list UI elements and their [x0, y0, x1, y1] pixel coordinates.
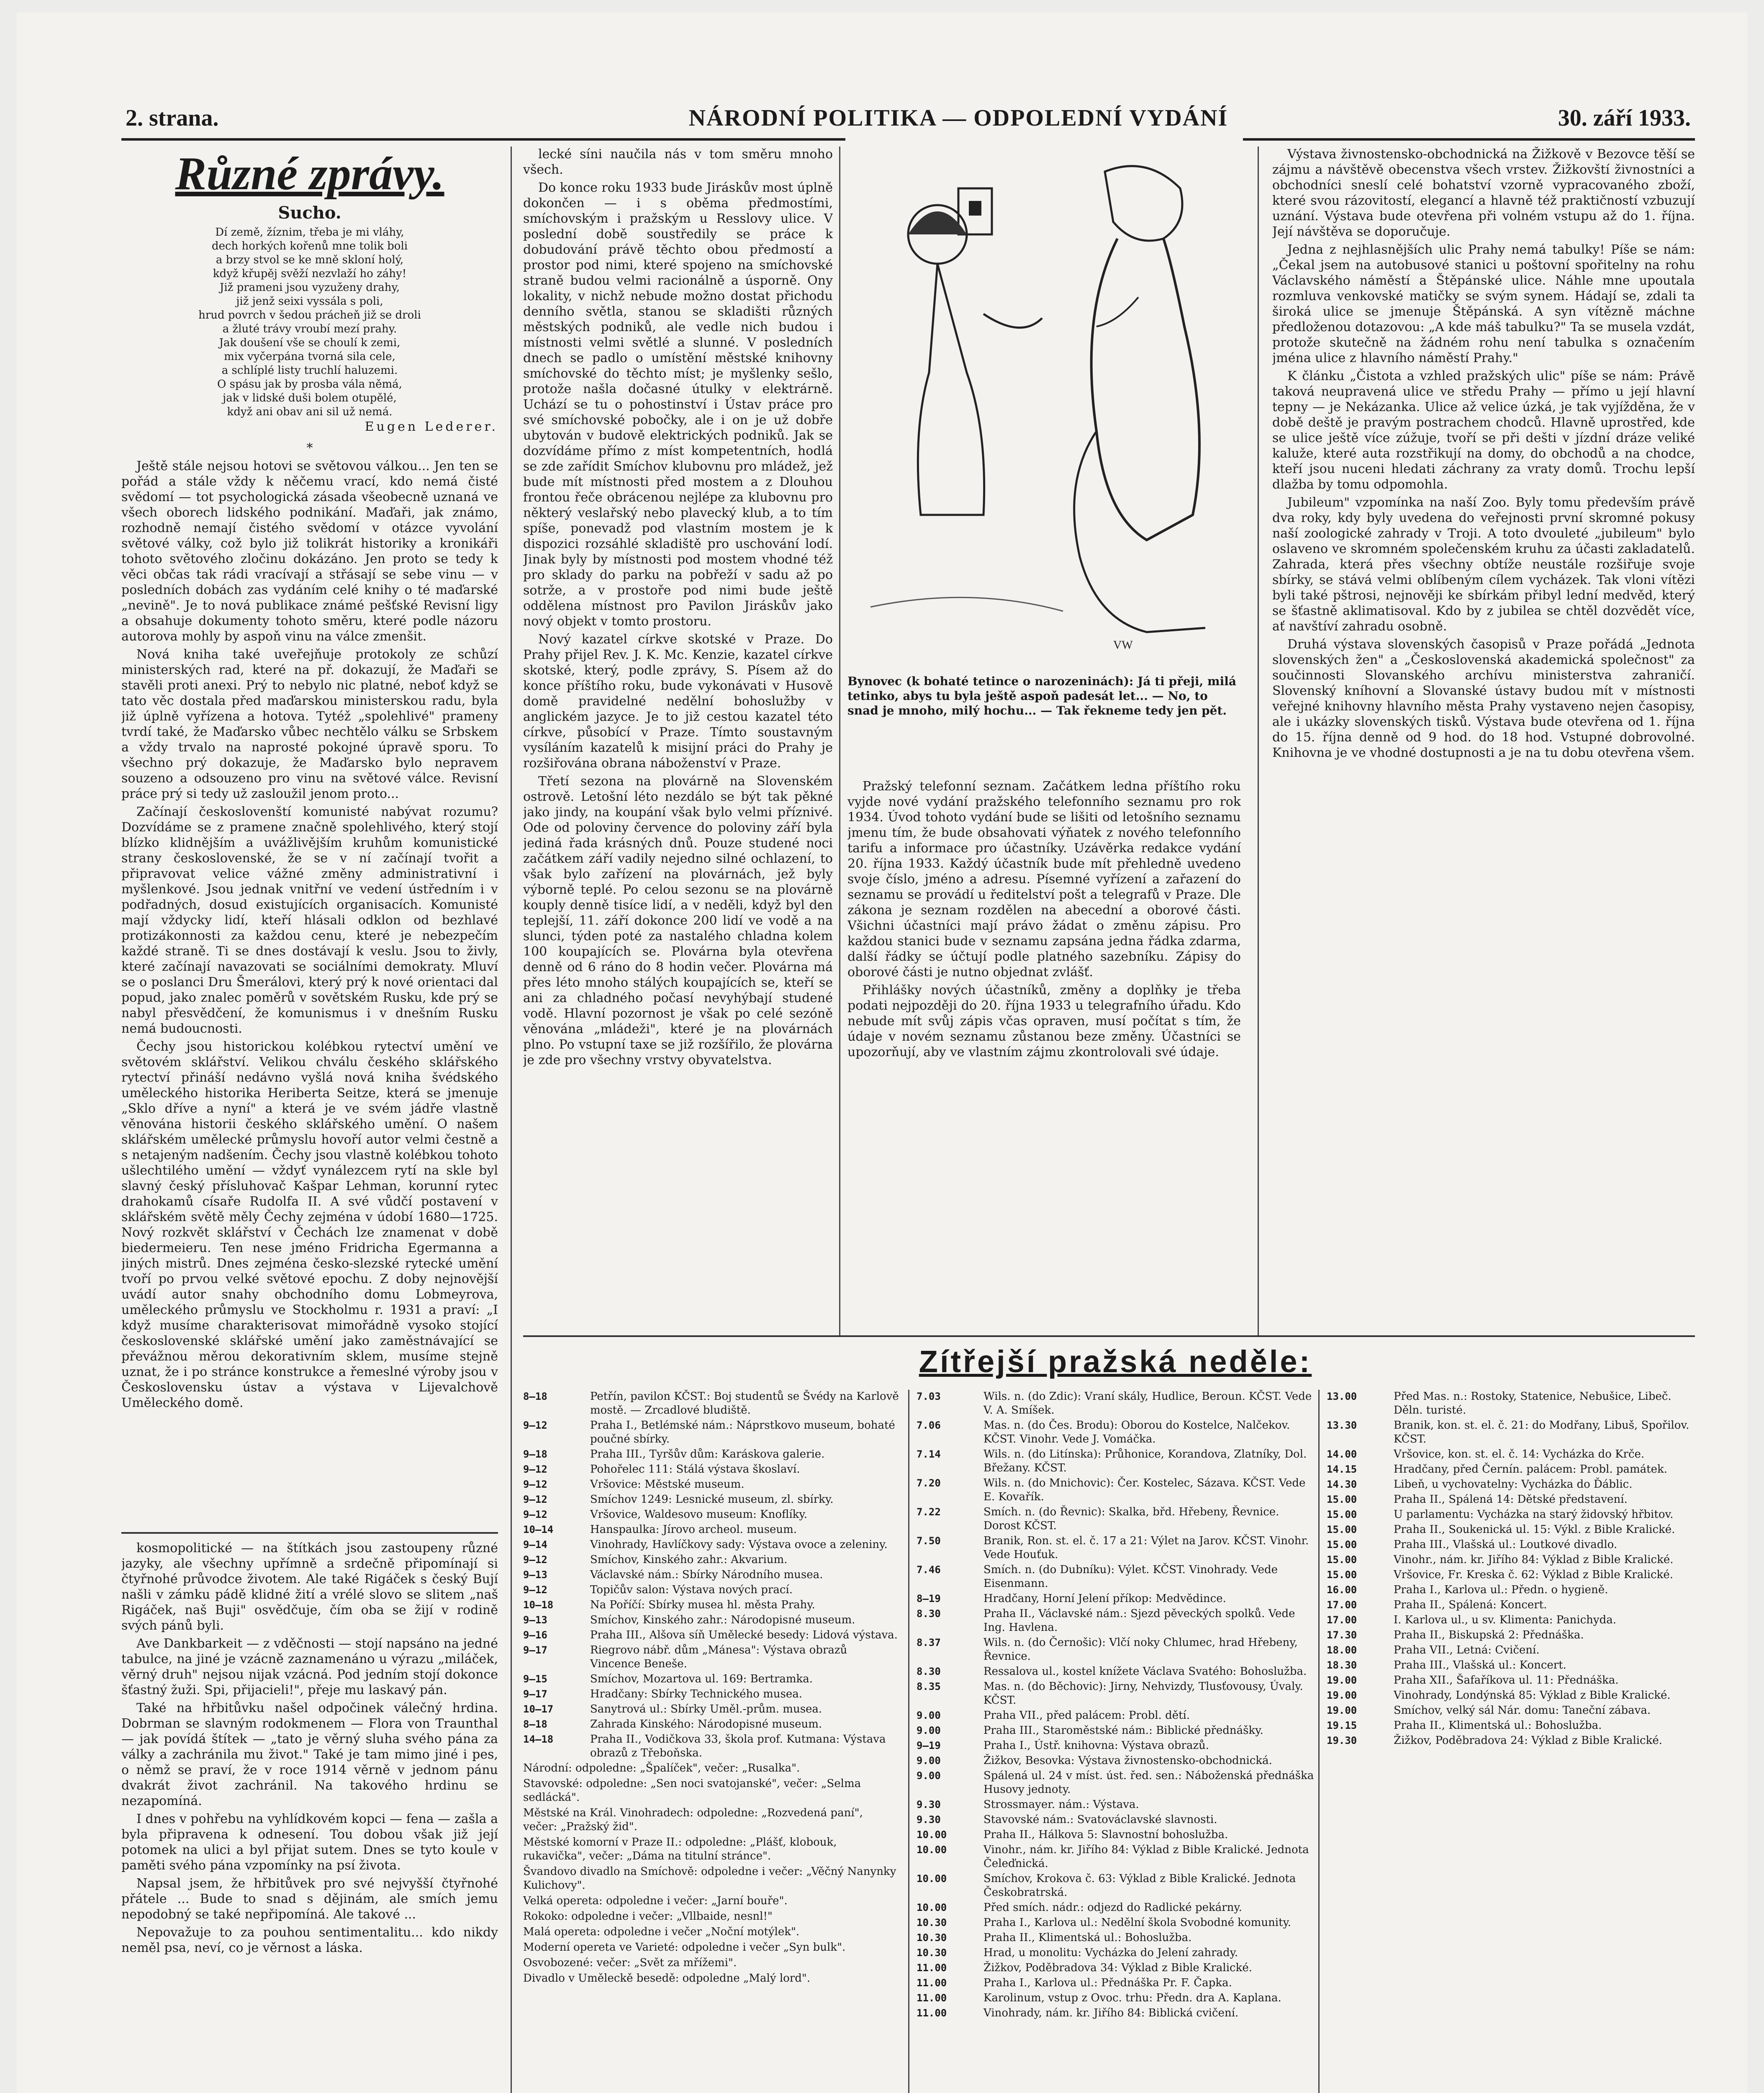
program-entry	[1327, 1463, 1695, 1476]
program-time: 15.00	[1327, 1569, 1357, 1581]
program-description: Mas. n. (do Běchovic): Jirny, Nehvizdy, Tlusťovousy, Úvaly. KČST.	[983, 1680, 1303, 1707]
program-time: 15.00	[1327, 1524, 1357, 1535]
article-paragraph: Ještě stále nejsou hotovi se světovou válkou... Jen ten se pořád a stále vždy k něčemu vrací, kdo nemá čisté svědomí — tot psychologická zásada všeobecně uznaná ve všech oborech lidského podnikání. Maďaři, jak známo, rozhodně nemají čistého svědomí v otázce vyvolání světové války, což bylo již tolikrát historiky a kronikáři tohoto světového zločinu dokázáno. Jen proto se tedy k věci občas tak rádi vracívají a střásají se sebe vinu — v posledních dobách zas vydáním celé knihy o té maďarské „nevině". Je to nová publikace známé pešťské Revisní ligy a obsahuje dokumenty tohoto směru, které podle názoru autorova mohly by aspoň vinu na válce zmenšit.	[121, 459, 498, 644]
program-entry	[1327, 1390, 1695, 1417]
masthead	[121, 88, 1695, 141]
program-time: 9—17	[523, 1644, 547, 1656]
article-paragraph: Jedna z nejhlasnějších ulic Prahy nemá tabulky! Píše se nám: „Čekal jsem na autobusové stanici u poštovní spořitelny na rohu Václavského náměstí a Štěpánské ulice. Náhle mne upoutala rozmluva venkovské matičky se svým synem. Hádají se, zdali ta široká ulice se jmenuje Štěpánská. A syn vítězně máchne předloženou dotazovou: „A kde máš tabulku?" Ta se musela vzdát, protože skutečně na žádném rohu není tabulka s označením jména ulice z hlavního náměstí Prahy."	[1272, 242, 1695, 365]
poem-line: Dí země, žíznim, třeba je mi vláhy,	[215, 226, 404, 239]
program-description: Praha II., Biskupská 2: Přednáška.	[1394, 1629, 1584, 1641]
program-entry	[917, 1665, 1314, 1679]
program-entry	[917, 1709, 1314, 1723]
program-time: 10—18	[523, 1599, 554, 1611]
program-time: 19.15	[1327, 1720, 1357, 1731]
program-time: 7.20	[917, 1477, 941, 1489]
program-column-b	[917, 1390, 1314, 2093]
program-time: 9—12	[523, 1584, 547, 1596]
program-entry	[917, 1739, 1314, 1753]
program-entry	[917, 1419, 1314, 1446]
program-entry	[917, 1724, 1314, 1738]
column-1-divider	[121, 1532, 498, 1534]
program-description: Před smích. nádr.: odjezd do Radlické pekárny.	[983, 1901, 1242, 1914]
program-entry	[917, 2006, 1314, 2020]
program-description: Smích. n. (do Dubníku): Výlet. KČST. Vinohrady. Vede Eisenmann.	[983, 1563, 1278, 1590]
program-description: Praha VII., Letná: Cvičení.	[1394, 1644, 1540, 1656]
article-paragraph: Druhá výstava slovenských časopisů v Praze pořádá „Jednota slovenských žen" a „Československá akademická společnost" za součinnosti Slovanského archívu ministerstva zahraničí. Slovenský kníhovní a Slovanské ústavy budou mít v místnosti veřejné knihovny hlavního města Prahy vystaveno nejen časopisy, ale i ukázky slovenských tisků. Výstava bude otevřena od 1. října do 15. října denně od 9 hod. do 18 hod. Vstupné dobrovolné. Knihovna je ve vhodné dostupnosti a je na tu dobu otevřena všem.	[1272, 637, 1695, 760]
program-description: Sanytrová ul.: Sbírky Uměl.-prům. musea.	[590, 1703, 822, 1715]
program-time: 7.46	[917, 1564, 941, 1576]
program-description: Praha III., Staroměstské nám.: Biblické přednášky.	[983, 1724, 1263, 1737]
program-description: Praha II., Václavské nám.: Sjezd pěveckých spolků. Vede Ing. Havlena.	[983, 1607, 1295, 1634]
theatre-listing: Moderní opereta ve Varieté: odpoledne i večer „Syn bulk".	[523, 1941, 846, 1954]
program-entry	[523, 1538, 900, 1552]
program-entry	[917, 1505, 1314, 1533]
program-entry	[523, 1598, 900, 1612]
program-description: Hrad, u monolitu: Vycházka do Jelení zahrady.	[983, 1946, 1238, 1959]
program-time: 14.30	[1327, 1478, 1357, 1490]
program-description: Wils. n. (do Mnichovic): Čer. Kostelec, Sázava. KČST. Vede E. Kovařík.	[983, 1477, 1306, 1503]
program-entry	[523, 1672, 900, 1686]
program-description: Praha III., Alšova síň Umělecké besedy: Lidová výstava.	[590, 1629, 898, 1641]
program-time: 18.00	[1327, 1644, 1357, 1656]
program-description: Praha III., Vlašská ul.: Loutkové divadlo.	[1394, 1538, 1618, 1551]
program-entry	[1327, 1419, 1695, 1446]
program-time: 9—12	[523, 1478, 547, 1490]
article-paragraph: Také na hřbitůvku našel odpočinek válečný hrdina. Dobrman se slavným rodokmenem — Flora von Traunthal — jak povídá štítek — „tato je věrný sluha svého pána za války a zachránila mu život." Také je tam mimo jiné i pes, o němž se praví, že v roce 1914 věrně v jednom pánu dvakrát život zachránil. Na takového hrdinu se nezapomíná.	[121, 1701, 498, 1808]
theatre-listing: Švandovo divadlo na Smíchově: odpoledne i večer: „Věčný Nanynky Kulichovy".	[523, 1865, 896, 1892]
column-rule	[839, 147, 840, 1335]
program-time: 9.00	[917, 1710, 941, 1721]
program-description: Ressalova ul., kostel knížete Václava Svatého: Bohoslužba.	[983, 1665, 1307, 1678]
program-time: 10—17	[523, 1703, 554, 1715]
program-entry	[523, 1493, 900, 1507]
program-entry	[1327, 1674, 1695, 1687]
program-column-a	[523, 1390, 900, 2093]
program-description: Hradčany, před Černín. palácem: Probl. památek.	[1394, 1463, 1668, 1476]
cartoon-drawing	[845, 138, 1243, 670]
program-entry	[1327, 1568, 1695, 1582]
program-time: 9—14	[523, 1539, 547, 1550]
program-time: 19.30	[1327, 1735, 1357, 1746]
program-time: 15.00	[1327, 1554, 1357, 1566]
program-entry	[1327, 1734, 1695, 1748]
program-description: Na Poříčí: Sbírky musea hl. města Prahy.	[590, 1599, 815, 1611]
program-description: Praha I., Betlémské nám.: Náprstkovo museum, bohaté poučné sbírky.	[590, 1419, 895, 1445]
program-description: Petřín, pavilon KČST.: Boj studentů se Švédy na Karlově mostě. — Zrcadlové bludiště.	[590, 1390, 899, 1417]
program-time: 11.00	[917, 1977, 947, 1989]
program-description: Praha III., Vlašská ul.: Koncert.	[1394, 1659, 1566, 1671]
newspaper-title: NÁRODNÍ POLITIKA — ODPOLEDNÍ VYDÁNÍ	[688, 105, 1228, 131]
program-time: 9.00	[917, 1770, 941, 1782]
program-entry	[523, 1448, 900, 1461]
program-time: 9—12	[523, 1419, 547, 1431]
column-1-continued	[121, 1540, 498, 2093]
program-time: 8.35	[917, 1681, 941, 1692]
program-time: 8.30	[917, 1608, 941, 1620]
program-description: Hradčany, Horní Jelení příkop: Medvědince.	[983, 1592, 1226, 1605]
program-description: I. Karlova ul., u sv. Klimenta: Panichyda.	[1394, 1614, 1617, 1626]
program-time: 9.30	[917, 1814, 941, 1826]
program-entry	[917, 1798, 1314, 1812]
program-description: Vršovice, kon. st. el. č. 14: Vycházka do Krče.	[1394, 1448, 1645, 1460]
program-entry	[1327, 1538, 1695, 1552]
theatre-listing: Městské komorní v Praze II.: odpoledne: „Plášť, klobouk, rukavička", večer: „Dáma na titulní stránce".	[523, 1836, 837, 1862]
program-entry	[523, 1419, 900, 1446]
poem-line: Již prameni jsou vyzuženy drahy,	[219, 281, 400, 294]
program-description: Mas. n. (do Čes. Brodu): Oborou do Kostelce, Nalčekov. KČST. Vinohr. Vede J. Vomáčka.	[983, 1419, 1290, 1445]
article-paragraph: I dnes v pohřebu na vyhlídkovém kopci — fena — zašla a byla připravena k odnesení. Tou dobou však již její potomek na ulici a byl přijat sutem. Dnes se tyto koule v paměti svého pána vzpomínky na psí života.	[121, 1812, 498, 1873]
program-description: Žižkov, Poděbradova 24: Výklad z Bible Kralické.	[1394, 1734, 1663, 1747]
article-paragraph: Začínají českoslovenští komunisté nabývat rozumu? Dozvídáme se z pramene značně spolehlivého, který stojí blízko klidnějším a uvážlivějším kruhům komunistické strany československé, že se v ní začínají tvořit a připravovat velice vážné změny administrativní i myšlenkové. Jsou jednak vnitřní ve vedení ústředním i v podřadných, dosud existujících organisacích. Komunisté mají vždycky lidí, kteří hlásali odklon od bezhlavé protizákonnosti za každou cenu, které je nebezpečím každé straně. Ti se dnes dostávají k veslu. Jsou to živly, které začínají navazovati se sociálními demokraty. Mluví se o poslanci Dru Šmerálovi, který prý k nové orientaci dal popud, jako znalec poměrů v sovětském Rusku, kde prý se nabyl přesvědčení, že komunismus i v dnešním Rusku nemá budoucnosti.	[121, 805, 498, 1036]
program-time: 10.30	[917, 1947, 947, 1959]
column-1-articles	[121, 458, 498, 1411]
program-description: Stavovské nám.: Svatováclavské slavnosti.	[983, 1813, 1217, 1826]
program-time: 10.00	[917, 1873, 947, 1885]
program-entry	[1327, 1643, 1695, 1657]
theatre-listing: Osvobozené: večer: „Svět za mřížemi".	[523, 1957, 737, 1969]
program-entry	[523, 1733, 900, 1760]
program-description: Praha III., Tyršův dům: Karáskova galerie.	[590, 1448, 825, 1460]
svg-text:VW: VW	[1113, 639, 1133, 652]
program-description: Vinohr., nám. kr. Jiřího 84: Výklad z Bible Kralické. Jednota Čeleďnická.	[983, 1844, 1309, 1870]
program-entry	[523, 1568, 900, 1582]
program-time: 9—13	[523, 1569, 547, 1581]
program-entry	[1327, 1508, 1695, 1522]
program-description: Topičův salon: Výstava nových prací.	[590, 1584, 793, 1596]
program-entry	[917, 1769, 1314, 1797]
program-entry	[1327, 1613, 1695, 1627]
poem-line: a brzy stvol se ke mně skloní holý,	[216, 254, 404, 266]
program-entry	[1327, 1523, 1695, 1537]
program-entry	[917, 1476, 1314, 1504]
program-entry	[523, 1702, 900, 1716]
program-description: Praha II., Vodičkova 33, škola prof. Kutmana: Výstava obrazů z Třeboňska.	[590, 1733, 886, 1759]
program-time: 9.30	[917, 1799, 941, 1810]
program-description: Vršovice, Waldesovo museum: Knoflíky.	[590, 1508, 807, 1521]
column-rule	[511, 147, 512, 2093]
program-entry	[917, 1680, 1314, 1707]
program-entry	[917, 1592, 1314, 1606]
program-entry	[523, 1643, 900, 1671]
program-entry	[1327, 1658, 1695, 1672]
program-time: 10.00	[917, 1902, 947, 1913]
separator-star: *	[306, 441, 313, 455]
poem-line: dech horkých kořenů mne tolik boli	[211, 240, 408, 252]
article-paragraph: Pražský telefonní seznam. Začátkem ledna příštího roku vyjde nové vydání pražského telefonního seznamu pro rok 1934. Úvod tohoto vydání bude se lišiti od letošního seznamu jmenu tím, že bude obsahovati výňatek z nového telefonního tarifu a informace pro účastníky. Uzávěrka redakce vydání 20. října 1933. Každý účastník bude mít přehledně uvedeno svoje číslo, jméno a adresu. Písemné vyřízení a zařazení do seznamu se provádí u ředitelství pošt a telegrafů v Praze. Dle zákona je seznam rozdělen na abecední a oborové části. Všichni účastníci mají právo žádat o změnu zápisu. Pro každou stanici bude v seznamu zapsána jedna řádka zdarma, další řádky se účtují podle platného sazebníku. Zápisy do oborové části je nutno objednat zvlášť.	[847, 779, 1241, 980]
program-entry	[523, 1463, 900, 1476]
program-time: 13.00	[1327, 1391, 1357, 1402]
program-description: Spálená ul. 24 v míst. úst. řed. sen.: Náboženská přednáška Husovy jednoty.	[983, 1769, 1314, 1796]
program-description: Branik, Ron. st. el. č. 17 a 21: Výlet na Jarov. KČST. Vinohr. Vede Houťuk.	[983, 1535, 1309, 1561]
program-time: 16.00	[1327, 1584, 1357, 1596]
program-description: Praha I., Karlova ul.: Předn. o hygieně.	[1394, 1584, 1608, 1596]
article-paragraph: Nový kazatel církve skotské v Praze. Do Prahy přijel Rev. J. K. Mc. Kenzie, kazatel církve skotské, který, podle zprávy, S. Písem až do konce příštího roku, bude vykonávati v Husově domě pravidelné nedělní bohoslužby v anglickém jazyce. Je to již cestou kazatel této církve, působící v Praze. Tímto soustavným vysíláním kazatelů k misijní práci do Prahy je rozšiřována obrana náboženství v Praze.	[523, 632, 833, 771]
program-description: Riegrovo nábř. dům „Mánesa": Výstava obrazů Vincence Beneše.	[590, 1644, 847, 1670]
cartoon-illustration	[845, 138, 1243, 670]
program-entry	[523, 1523, 900, 1537]
column-3	[847, 779, 1241, 1331]
program-time: 9—15	[523, 1673, 547, 1685]
program-description: Smíchov, Kinského zahr.: Akvarium.	[590, 1553, 788, 1566]
program-description: Pohořelec 111: Stálá výstava škoslaví.	[590, 1463, 800, 1476]
program-description: Smíchov, Kinského zahr.: Národopisné museum.	[590, 1614, 855, 1626]
program-entry	[917, 1916, 1314, 1930]
program-entry	[917, 1754, 1314, 1768]
program-description: Žižkov, Besovka: Výstava živnostensko-obchodnická.	[983, 1754, 1272, 1767]
program-description: Praha II., Soukenická ul. 15: Výkl. z Bible Kralické.	[1394, 1523, 1675, 1536]
article-paragraph: Napsal jsem, že hřbitůvek pro své nejvyšší čtyřnohé přátele ... Bude to snad s dějinám, ale smích jemu nepodobný se také nepřipomíná. Ale takové ...	[121, 1876, 498, 1922]
program-description: Zahrada Kinského: Národopisné museum.	[590, 1718, 822, 1730]
program-entry	[523, 1390, 900, 1417]
program-entry	[917, 1946, 1314, 1960]
program-description: Wils. n. (do Litínska): Průhonice, Korandova, Zlatníky, Dol. Břežany. KČST.	[983, 1448, 1307, 1474]
newspaper-page	[17, 13, 1747, 2093]
program-time: 19.00	[1327, 1689, 1357, 1701]
column-rule	[1258, 147, 1259, 1335]
article-paragraph: lecké síni naučila nás v tom směru mnoho všech.	[523, 147, 833, 177]
program-entry	[917, 1534, 1314, 1562]
program-time: 9—12	[523, 1554, 547, 1566]
program-time: 9—17	[523, 1688, 547, 1700]
program-entry	[523, 1628, 900, 1642]
page-number: 2. strana.	[126, 105, 219, 131]
program-entry	[1327, 1704, 1695, 1718]
program-time: 10.30	[917, 1917, 947, 1928]
program-entry	[917, 1843, 1314, 1871]
program-entry	[523, 1508, 900, 1522]
program-description: Libeň, u vychovatelny: Vycházka do Ďáblic.	[1394, 1478, 1633, 1491]
program-description: Praha II., Hálkova 5: Slavnostní bohoslužba.	[983, 1828, 1228, 1841]
program-description: Smíchov 1249: Lesnické museum, zl. sbírky.	[590, 1493, 834, 1506]
poem-line: a žluté trávy vroubí mezí prahy.	[222, 323, 397, 335]
program-entry	[917, 1872, 1314, 1900]
program-time: 17.00	[1327, 1599, 1357, 1611]
section-title: Různé zprávy.	[175, 148, 444, 200]
program-entry	[917, 1390, 1314, 1417]
program-time: 9—18	[523, 1448, 547, 1460]
program-entry	[917, 1813, 1314, 1827]
program-time: 7.14	[917, 1448, 941, 1460]
article-paragraph: Jubileum" vzpomínka na naší Zoo. Byly tomu především právě dva roky, kdy byly uvedena do veřejnosti první skromné pokusy naší zoologické zahrady v Troji. A toto dvouleté „jubileum" bylo oslaveno ve skromném společenském kruhu za účasti zakladatelů. Zahrada, která přes všechny obtíže neustále rozšiřuje svoje sbírky, se stává velmi oblíbeným cílem vycházek. Tak vloni vítězi byli také pštrosi, nejnověji ke sbírkám přibyl lední medvěd, který se šťastně aklimatisoval. Kdo by z jubilea se chtěl dozvědět více, ať navštíví zahradu osobně.	[1272, 495, 1695, 634]
program-entry	[523, 1553, 900, 1567]
program-time: 8—18	[523, 1718, 547, 1730]
article-paragraph: Do konce roku 1933 bude Jiráskův most úplně dokončen — i s oběma předmostími, smíchovským i pražským u Resslovy ulice. V poslední době soustředily se práce k dobudování právě těchto obou předmostí a prostor pod nimi, které spojeno na smíchovské straně budou velmi racionálně a úsporně. Ony lokality, v nichž nebude možno dostat přichodu denního světla, stanou se skladišti různých městských podniků, ale vedle nich budou i místnosti velmi světlé a slunné. V posledních dnech se padlo o umístění městské knihovny smíchovské do těchto míst; je myšlenky sešlo, protože našla dočasné útulky v elektrárně. Uchází se tu o pohostinství i Ústav práce pro své smíchovské pobočky, ale i on je už dobře ubytován v budově elektrických podniků. Jak se dozvídáme přímo z míst kompetentních, hodlá se zde zařídit Smíchov klubovnu pro mládež, jež bude mít místnosti před mostem a z Dlouhou frontou řeče obrácenou nejlépe za klubovnu pro některý veslařský nebo plavecký klub, a to tím spíše, ponevadž pod vlastním mostem je k dispozici rozsáhlé skladiště pro uschování lodí. Jinak byly by místnosti pod mostem vhodné též pro sklady do parku na pobřeží v sadu až po sotrže, a v prostoře pod nimi bude ještě oddělena místnost pro Pavilon Jiráskův jako nový objekt v tomto prostoru.	[523, 180, 833, 629]
program-entry	[1327, 1493, 1695, 1507]
program-description: Smíchov, velký sál Nár. domu: Taneční zábava.	[1394, 1704, 1651, 1717]
program-description: Praha I., Ústř. knihovna: Výstava obrazů.	[983, 1739, 1209, 1752]
program-time: 8—18	[523, 1391, 547, 1402]
program-time: 15.00	[1327, 1494, 1357, 1505]
program-entry	[917, 1961, 1314, 1975]
program-time: 9.00	[917, 1755, 941, 1766]
program-description: Smích. n. (do Řevnic): Skalka, břd. Hřebeny, Řevnice. Dorost KČST.	[983, 1506, 1279, 1532]
program-time: 7.03	[917, 1391, 941, 1402]
theatre-listing: Rokoko: odpoledne i večer: „Vllbaide, nesnl!"	[523, 1910, 773, 1923]
program-description: Vinohrady, Havlíčkovy sady: Výstava ovoce a zeleniny.	[590, 1538, 888, 1551]
program-entry	[1327, 1448, 1695, 1461]
program-entry	[917, 1901, 1314, 1915]
program-time: 15.00	[1327, 1509, 1357, 1520]
program-title: Zítřejší pražská neděle:	[919, 1344, 1312, 1379]
program-entry	[1327, 1478, 1695, 1491]
program-description: Praha II., Klimentská ul.: Bohoslužba.	[1394, 1719, 1602, 1732]
program-description: Václavské nám.: Sbírky Národního musea.	[590, 1568, 823, 1581]
program-entry	[917, 1931, 1314, 1945]
program-entry	[1327, 1719, 1695, 1733]
program-entry	[1327, 1598, 1695, 1612]
program-description: Strossmayer. nám.: Výstava.	[983, 1798, 1139, 1811]
poem	[121, 226, 498, 419]
program-time: 13.30	[1327, 1419, 1357, 1431]
program-description: Žižkov, Poděbradova 34: Výklad z Bible Kralické.	[983, 1962, 1253, 1974]
program-time: 8.30	[917, 1666, 941, 1677]
program-time: 10.00	[917, 1844, 947, 1856]
program-column-c	[1327, 1390, 1695, 2093]
program-description: U parlamentu: Vycházka na starý židovský hřbitov.	[1394, 1508, 1674, 1521]
program-time: 17.00	[1327, 1614, 1357, 1626]
program-time: 18.30	[1327, 1659, 1357, 1671]
program-description: Praha II., Klimentská ul.: Bohoslužba.	[983, 1931, 1192, 1944]
poem-line: hrud povrch v šedou prácheň již se droli	[198, 309, 421, 321]
theatre-listing: Velká opereta: odpoledne i večer: „Jarní bouře".	[523, 1895, 788, 1907]
program-time: 9—19	[917, 1740, 941, 1751]
column-2	[523, 147, 833, 1331]
program-entry	[917, 1607, 1314, 1635]
program-description: Praha VII., před palácem: Probl. dětí.	[983, 1709, 1190, 1722]
program-time: 14.15	[1327, 1463, 1357, 1475]
program-description: Smíchov, Krokova č. 63: Výklad z Bible Kralické. Jednota Českobratrská.	[983, 1872, 1296, 1899]
theatre-listing: Divadlo v Uměleckě besedě: odpoledne „Malý lord".	[523, 1972, 811, 1985]
program-description: Vršovice: Městské museum.	[590, 1478, 745, 1491]
program-time: 9.00	[917, 1725, 941, 1736]
program-description: Praha II., Spálená 14: Dětské představení.	[1394, 1493, 1628, 1506]
program-time: 8.37	[917, 1637, 941, 1648]
article-paragraph: Nová kniha také uveřejňuje protokoly ze schůzí ministerských rad, které na př. dokazují, že Maďaři se stavěli proti anexi. Prý to nebylo nic platné, neboť když se tato věc dostala před maďarskou ministerskou radu, byla již úplně vyřízena a hotova. Tytéž „spolehlivé" prameny tvrdí také, že Maďarsko vůbec nechtělo válku se Srbskem a vždy trvalo na naprosté pokojné úpravě sporu. To všechno prý dokazuje, že Maďarsko bylo nepravem souzeno a odsouzeno pro vinu na světové válce. Revisní práce prý si tedy už zasloužil jenom proto...	[121, 647, 498, 801]
program-divider	[523, 1335, 1695, 1337]
program-entry	[917, 1636, 1314, 1664]
poem-line: mix vyčerpána tvorná sila cele,	[224, 350, 395, 363]
program-description: Vinohr., nám. kr. Jiřího 84: Výklad z Bible Kralické.	[1394, 1553, 1674, 1566]
program-description: Karolinum, vstup z Ovoc. trhu: Předn. dra A. Kaplana.	[983, 1992, 1281, 2004]
column-1	[121, 147, 498, 1528]
program-time: 9—12	[523, 1463, 547, 1475]
poem-line: již jenž seixi vyssála s poli,	[236, 295, 383, 308]
column-4	[1272, 147, 1695, 1331]
program-time: 9—12	[523, 1509, 547, 1520]
program-description: Vinohrady, nám. kr. Jiřího 84: Biblická cvičení.	[983, 2007, 1239, 2019]
article-paragraph: Výstava živnostensko-obchodnická na Žižkově v Bezovce těší se zájmu a návštěvě obecenstva všech vrstev. Žižkovští živnostníci a obchodníci sneslí celé bohatství vzorně vypracovaného zboží, které svou rázovitostí, elegancí a hlavně též praktičností vzbuzují uznání. Výstava bude otevřena při volném vstupu až do 1. října. Její návštěva se doporučuje.	[1272, 147, 1695, 239]
article-paragraph: kosmopolitické — na štítkách jsou zastoupeny různé jazyky, ale všechny upřímně a srdečně připomínají si čtyřnohé průvodce životem. Ale také Rigáček s český Bují našli v zámku pádě klidné žití a vrélé slovo se slitem „naš Rigáček, naš Buji" osvědčuje, čím oba se žijí v rodině svých pánů byli.	[121, 1541, 498, 1633]
program-time: 9—12	[523, 1494, 547, 1505]
program-time: 17.30	[1327, 1629, 1357, 1641]
program-time: 14.00	[1327, 1448, 1357, 1460]
program-entry	[917, 1563, 1314, 1591]
program-time: 15.00	[1327, 1539, 1357, 1550]
program-entry	[523, 1687, 900, 1701]
program-description: Branik, kon. st. el. č. 21: do Modřany, Libuš, Spořilov. KČST.	[1394, 1419, 1690, 1445]
program-entry	[523, 1583, 900, 1597]
program-description: Praha XII., Šafaříkova ul. 11: Přednáška.	[1394, 1674, 1619, 1687]
program-time: 11.00	[917, 1962, 947, 1974]
poem-title: Sucho.	[278, 203, 342, 223]
issue-date: 30. září 1933.	[1558, 105, 1691, 131]
program-description: Praha II., Spálená: Koncert.	[1394, 1599, 1547, 1611]
poem-line: když křupěj svěží nezvlaží ho záhy!	[213, 267, 407, 280]
program-description: Wils. n. (do Zdic): Vraní skály, Hudlice, Beroun. KČST. Vede V. A. Smíšek.	[983, 1390, 1312, 1417]
article-paragraph: Přihlášky nových účastníků, změny a doplňky je třeba podati nejpozději do 20. října 1933 u telegrafního úřadu. Kdo nebude mít svůj zápis včas opraven, musí počítat s tím, že údaje v novém seznamu zůstanou beze změny. Účastníci se upozorňují, aby ve vlastním zájmu zkontrolovali své údaje.	[847, 983, 1241, 1059]
program-description: Praha I., Karlova ul.: Nedělní škola Svobodné komunity.	[983, 1916, 1292, 1929]
program-entry	[523, 1718, 900, 1731]
program-time: 7.22	[917, 1506, 941, 1518]
program-entry	[523, 1478, 900, 1491]
article-paragraph: Čechy jsou historickou kolébkou rytectví umění ve světovém sklářství. Velikou chválu českého sklářského rytectví přináší nedávno vyšlá nová kniha švédského uměleckého historika Heriberta Seitze, která se jmenuje „Sklo dříve a nyní" a která je ve svém jádře vlastně věnována historii českého sklářského umění. O našem sklářském umělecké průmyslu hovoří autor velmi čestně a s netajeným nadšením. Čechy jsou vlastně kolébkou tohoto ušlechtilého umění — vždyť vynálezcem rytí na skle byl slavný český přísluhovač Kašpar Lehman, korunní rytec drahokamů císaře Rudolfa II. A své vůdčí postavení v sklářském světě měly Čechy zejména v údobí 1680—1725. Nový rozkvět sklářství v Čechách lze znamenat v době biedermeieru. Ten nese jméno Fridricha Egermanna a jiných mistrů. Dnes zejména česko-slezské rytecké umění tvoří po prvou velké světové epochu. Z doby nejnovější uvádí autor snahy obchodního domu Lobmeyrova, uměleckého průmyslu ve Stockholmu r. 1931 a praví: „I když musíme charakterisovat mimořádně vysoko stojící československé sklářské umění jako zaměstnávající se převážnou měrou dekorativním sklem, musíme stejně uznat, že i po stránce konstrukce a řemeslné výroby jsou v Československu ústav a výstava v Lijevalchově Uměleckého domě.	[121, 1039, 498, 1410]
program-description: Praha I., Karlova ul.: Přednáška Pr. F. Čapka.	[983, 1977, 1232, 1989]
poem-author: Eugen Lederer.	[365, 419, 498, 434]
program-time: 19.00	[1327, 1674, 1357, 1686]
program-time: 9—16	[523, 1629, 547, 1641]
program-description: Vinohrady, Londýnská 85: Výklad z Bible Kralické.	[1394, 1689, 1671, 1702]
theatre-listing: Malá opereta: odpoledne i večer „Noční motýlek".	[523, 1926, 800, 1938]
cartoon-caption: Bynovec (k bohaté tetince o narozeninách): Já ti přeji, milá tetinko, abys tu byla ještě aspoň padesát let... — No, to snad je mnoho, milý hochu... — Tak řekneme tedy jen pět.	[847, 674, 1236, 717]
program-time: 10.30	[917, 1932, 947, 1944]
program-description: Hradčany: Sbírky Technického musea.	[590, 1688, 803, 1700]
program-time: 7.06	[917, 1419, 941, 1431]
program-description: Wils. n. (do Černošic): Vlčí noky Chlumec, hrad Hřebeny, Řevnice.	[983, 1636, 1298, 1663]
program-time: 9—13	[523, 1614, 547, 1626]
program-description: Před Mas. n.: Rostoky, Statenice, Nebušice, Libeč. Děln. turisté.	[1394, 1390, 1672, 1417]
program-time: 7.50	[917, 1535, 941, 1547]
program-description: Smíchov, Mozartova ul. 169: Bertramka.	[590, 1673, 813, 1685]
program-entry	[523, 1613, 900, 1627]
program-time: 14—18	[523, 1733, 554, 1745]
program-time: 10—14	[523, 1524, 554, 1535]
article-paragraph: Ave Dankbarkeit — z vděčnosti — stojí napsáno na jedné tabulce, na jiné je vzácně zaznamenáno u výrazu „miláček, věrný druh" nejsou nijak vzácná. Pod jedním stojí dokonce šťastný žuži. Spi, přijacieli!", přeje mu laskavý pán.	[121, 1636, 498, 1697]
program-entry	[1327, 1583, 1695, 1597]
poem-line: Jak doušení vše se choulí k zemi,	[219, 337, 401, 349]
program-entry	[1327, 1553, 1695, 1567]
theatre-listing: Stavovské: odpoledne: „Sen noci svatojanské", večer: „Selma sedlácká".	[523, 1777, 861, 1804]
column-rule	[908, 1390, 909, 2093]
theatre-listing: Národní: odpoledne: „Špalíček", večer: „Rusalka".	[523, 1762, 800, 1774]
poem-line: když ani obav ani sil už nemá.	[227, 406, 393, 418]
program-entry	[917, 1828, 1314, 1842]
program-time: 10.00	[917, 1829, 947, 1841]
article-paragraph: K článku „Čistota a vzhled pražských ulic" píše se nám: Právě taková neupravená ulice ve středu Prahy — přímo u její hlavní tepny — je Nekázanka. Ulice až velice úzká, je tak vyjížděna, že v době deště je pravým postrachem chodců. Hlavně uprostřed, kde se ulice ještě více zúžuje, tvoří se při dešti v jízdní dráze veliké kaluže, které auta rozstřikují na domy, do obchodů a na chodce, kteří jsou nuceni hledati záchrany za vraty domů. Trochu lepší dlažba by tomu odpomohla.	[1272, 369, 1695, 492]
program-entry	[1327, 1628, 1695, 1642]
program-time: 11.00	[917, 1992, 947, 2004]
program-description: Hanspaulka: Jírovo archeol. museum.	[590, 1523, 797, 1536]
program-description: Vršovice, Fr. Kreska č. 62: Výklad z Bible Kralické.	[1394, 1568, 1673, 1581]
poem-line: jak v lidské duši bolem otupělé,	[223, 392, 397, 404]
program-entry	[917, 1991, 1314, 2005]
program-time: 11.00	[917, 2007, 947, 2019]
article-paragraph: Nepovažuje to za pouhou sentimentalitu... kdo nikdy neměl psa, neví, co je věrnost a láska.	[121, 1925, 498, 1955]
column-rule	[1318, 1390, 1320, 2093]
theatre-listing: Městské na Král. Vinohradech: odpoledne: „Rozvedená paní", večer: „Pražský žid".	[523, 1807, 863, 1833]
program-entry	[917, 1448, 1314, 1475]
poem-line: O spásu jak by prosba vála němá,	[217, 378, 402, 391]
poem-line: a schlíplé listy truchlí haluzemi.	[221, 364, 398, 377]
article-paragraph: Třetí sezona na plovárně na Slovenském ostrově. Letošní léto nezdálo se být tak pěkné jako jindy, na koupání však bylo velmi příznivé. Ode od poloviny července do poloviny září byla jediná řada krásných dnů. Pouze studené noci začátkem září vadily nejedno silné ochlazení, to však bylo zařízení na plovárnách, jež byly výborně teplé. Po celou sezonu se na plovárně kouply denně tisíce lidí, a v neděli, když byl den teplejší, 11. září dokonce 200 lidí ve vodě a na slunci, týden poté za nastalého chladna kolem 100 koupajících se. Plovárna byla otevřena denně od 6 ráno do 8 hodin večer. Plovárna má přes léto mnoho stálých koupajících se, kteří se ani za chladného počasí nevyhýbají studené vodě. Hlavní pozornost je však po celé sezóně věnována „mládeži", které je na plovárnách plno. Po vstupní taxe se již rozšířilo, že plovárna je zde pro všechny vrstvy obyvatelstva.	[523, 774, 833, 1067]
program-time: 8—19	[917, 1593, 941, 1604]
program-entry	[917, 1976, 1314, 1990]
program-time: 19.00	[1327, 1705, 1357, 1716]
program-entry	[1327, 1689, 1695, 1702]
